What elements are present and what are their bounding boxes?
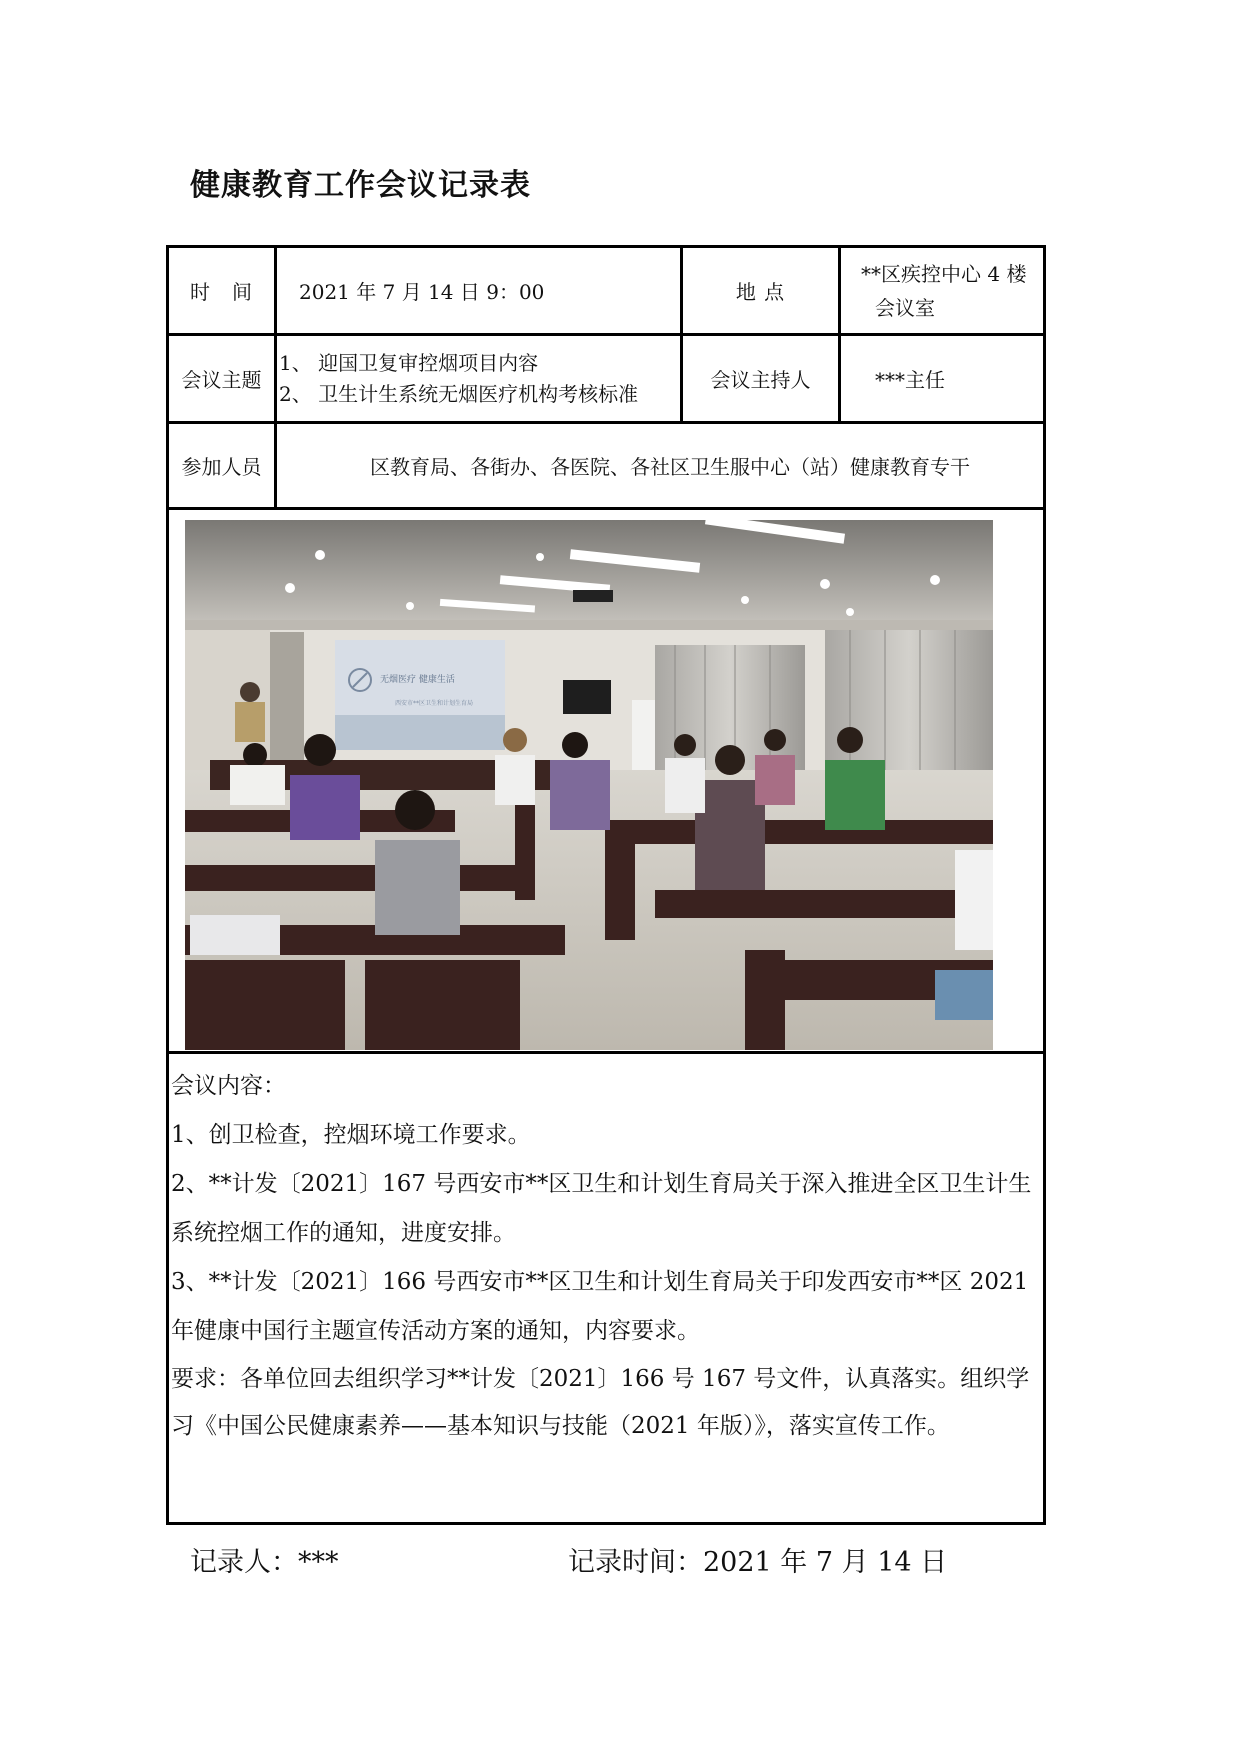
meeting-record-table [166,245,1046,1525]
place-line-2: 会议室 [875,295,935,320]
attendees-label: 参加人员 [169,424,277,507]
topic-host-row [169,336,1043,424]
time-place-row [169,248,1043,336]
meeting-photo [185,520,993,1050]
slide-title: 无烟医疗 健康生活 [380,675,455,685]
content-item-1: 1、创卫检查，控烟环境工作要求。 [171,1122,531,1148]
meeting-content [169,1054,1043,1450]
attendees-row [169,424,1043,510]
topic-item: 1、 迎国卫复审控烟项目内容 [279,350,539,375]
content-heading: 会议内容： [171,1073,286,1099]
time-value: 2021 年 7 月 14 日 9：00 [277,248,683,333]
page-title: 健康教育工作会议记录表 [190,168,531,203]
content-item-2: 2、**计发〔2021〕167 号西安市**区卫生和计划生育局关于深入推进全区卫生计生系统控烟工作的通知，进度安排。 [171,1171,1032,1246]
place-value [841,248,1043,333]
slide-subtitle: 西安市**区卫生和计划生育局 [395,700,474,707]
topic-list [277,336,683,421]
record-time: 记录时间：2021 年 7 月 14 日 [568,1547,948,1578]
content-item-3: 3、**计发〔2021〕166 号西安市**区卫生和计划生育局关于印发西安市**区 2021 年健康中国行主题宣传活动方案的通知，内容要求。 [171,1269,1029,1344]
time-label: 时 间 [169,248,277,333]
attendees-value: 区教育局、各街办、各医院、各社区卫生服中心（站）健康教育专干 [370,455,970,479]
place-label: 地 点 [683,248,841,333]
topic-label: 会议主题 [169,336,277,421]
recorder: 记录人：*** [190,1547,339,1578]
content-requirement: 要求：各单位回去组织学习**计发〔2021〕166 号 167 号文件，认真落实。组织学习《中国公民健康素养——基本知识与技能（2021 年版）》，落实宣传工作。 [171,1366,1030,1439]
host-value: ***主任 [875,368,945,392]
topic-item: 2、 卫生计生系统无烟医疗机构考核标准 [279,381,639,406]
photo-row [169,510,1043,1054]
place-line-1: **区疾控中心 4 楼 [861,261,1027,286]
host-label: 会议主持人 [683,336,841,421]
